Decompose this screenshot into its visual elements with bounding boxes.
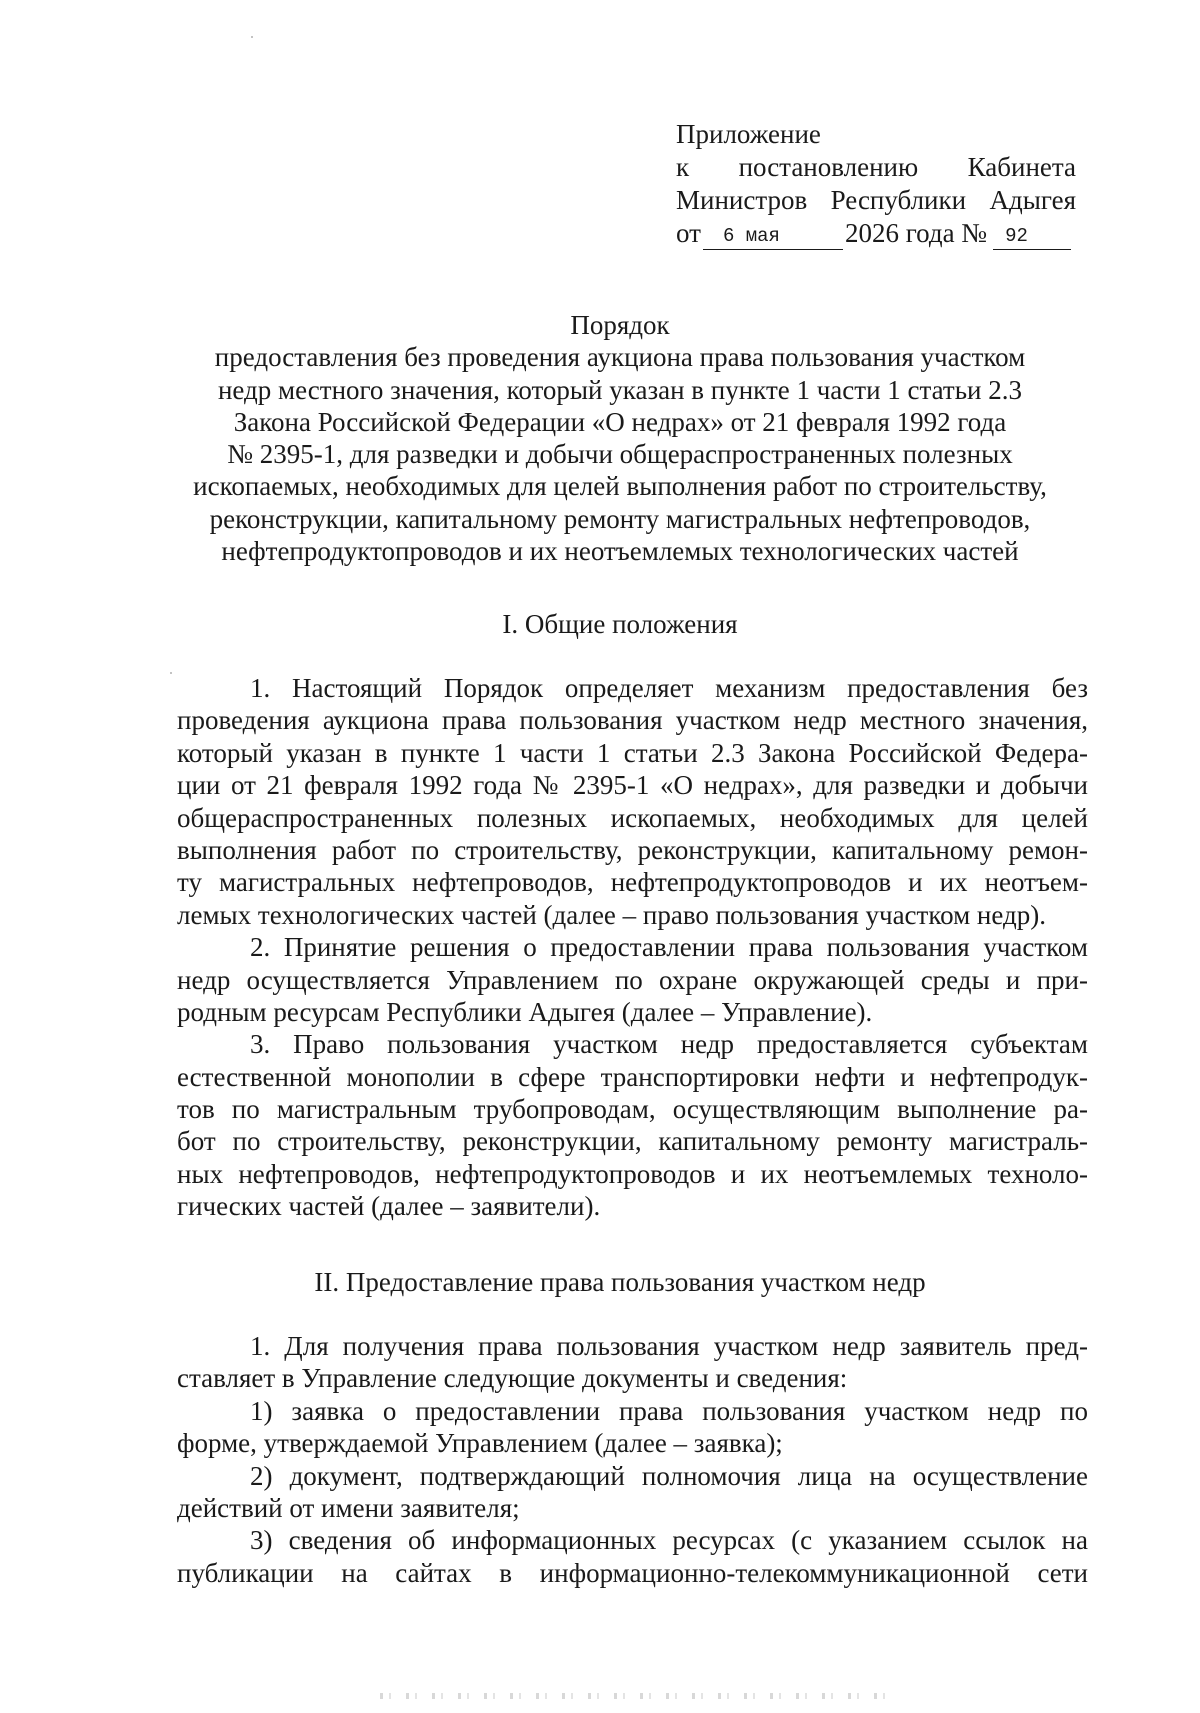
text-line: 2. Принятие решения о предоставлении права пользования участком (250, 932, 1088, 963)
text-line: естественной монополии в сфере транспортировки нефти и нефтепродук- (177, 1061, 1088, 1092)
title-line: № 2395-1, для разведки и добычи общераспространенных полезных (227, 439, 1013, 470)
text-line: недр осуществляется Управлением по охране окружающей среды и при- (177, 964, 1088, 995)
text-line: публикации на сайтах в информационно-телекоммуникационной сети (177, 1557, 1088, 1588)
text-line: ции от 21 февраля 1992 года № 2395-1 «О недрах», для разведки и добычи (177, 770, 1088, 801)
paragraph-2-1-item-3 (177, 1524, 1088, 1589)
annex-word: Республики (830, 185, 967, 215)
text-line: родным ресурсам Республики Адыгея (далее – Управление). (177, 996, 873, 1027)
annex-word: Адыгея (989, 185, 1076, 215)
annex-title: Приложение (676, 119, 821, 149)
text-line: 1. Для получения права пользования участком недр заявитель пред- (250, 1331, 1088, 1361)
section-1-heading: I. Общие положения (502, 609, 738, 639)
paragraph-2-1 (177, 1330, 1088, 1395)
scan-noise (380, 1693, 900, 1699)
text-line: 2) документ, подтверждающий полномочия лица на осуществление (250, 1460, 1088, 1491)
date-prefix: от (676, 218, 701, 248)
text-line: форме, утверждаемой Управлением (далее – заявка); (177, 1428, 783, 1459)
text-line: выполнения работ по строительству, реконструкции, капитальному ремон- (177, 834, 1088, 865)
annex-word: Кабинета (967, 152, 1076, 182)
text-line: действий от имени заявителя; (177, 1492, 520, 1523)
annex-line-resolution (676, 151, 1076, 184)
text-line: бот по строительству, реконструкции, капитальному ремонту магистраль- (177, 1126, 1088, 1157)
number-value: 92 (1005, 225, 1028, 247)
scan-speck (251, 36, 253, 38)
text-line: проведения аукциона права пользования участком недр местного значения, (177, 705, 1088, 736)
text-line: общераспространенных полезных ископаемых, необходимых для целей (177, 802, 1088, 833)
title-line: реконструкции, капитальному ремонту магистральных нефтепроводов, (209, 503, 1031, 534)
text-line: 1) заявка о предоставлении права пользования участком недр по (250, 1395, 1088, 1426)
scan-speck (170, 672, 172, 674)
text-line: ных нефтепроводов, нефтепродуктопроводов и их неотъемлемых техноло- (177, 1158, 1088, 1189)
annex-header (676, 118, 1076, 250)
annex-date-line (676, 217, 1076, 250)
paragraph-1-2 (177, 931, 1088, 1028)
section-2-body (177, 1330, 1088, 1589)
text-line: 3) сведения об информационных ресурсах (с указанием ссылок на (250, 1525, 1088, 1556)
annex-word: Министров (676, 185, 808, 215)
paragraph-2-1-item-1 (177, 1395, 1088, 1460)
text-line: 1. Настоящий Порядок определяет механизм предоставления без (250, 673, 1088, 703)
number-blank (993, 225, 1071, 250)
text-line: гических частей (далее – заявители). (177, 1191, 601, 1222)
text-line: который указан в пункте 1 части 1 статьи 2.3 Закона Российской Федера- (177, 737, 1088, 768)
title-line: нефтепродуктопроводов и их неотъемлемых технологических частей (221, 536, 1019, 567)
title-line: ископаемых, необходимых для целей выполнения работ по строительству, (193, 471, 1047, 502)
title-heading: Порядок (570, 310, 670, 340)
annex-line-cabinet (676, 184, 1076, 217)
paragraph-2-1-item-2 (177, 1460, 1088, 1525)
paragraph-1-1 (177, 672, 1088, 931)
text-line: 3. Право пользования участком недр предоставляется субъектам (250, 1029, 1088, 1060)
section-2-heading: II. Предоставление права пользования участком недр (314, 1267, 926, 1297)
text-line: ту магистральных нефтепроводов, нефтепродуктопроводов и их неотъем- (177, 867, 1088, 898)
paragraph-1-3 (177, 1028, 1088, 1222)
document-title (150, 309, 1090, 567)
annex-word: постановлению (738, 152, 919, 182)
title-line: Закона Российской Федерации «О недрах» от 21 февраля 1992 года (233, 406, 1007, 437)
text-line: тов по магистральным трубопроводам, осуществляющим выполнение ра- (177, 1094, 1088, 1125)
title-line: недр местного значения, который указан в пункте 1 части 1 статьи 2.3 (217, 374, 1022, 405)
text-line: ставляет в Управление следующие документы и сведения: (177, 1363, 848, 1394)
annex-word: к (676, 152, 690, 182)
section-1-body (177, 672, 1088, 1223)
date-blank (703, 225, 843, 250)
title-line: предоставления без проведения аукциона права пользования участком (214, 342, 1026, 373)
year-text: 2026 года № (844, 218, 988, 248)
date-value: 6 мая (722, 225, 780, 247)
text-line: лемых технологических частей (далее – право пользования участком недр). (177, 899, 1046, 930)
